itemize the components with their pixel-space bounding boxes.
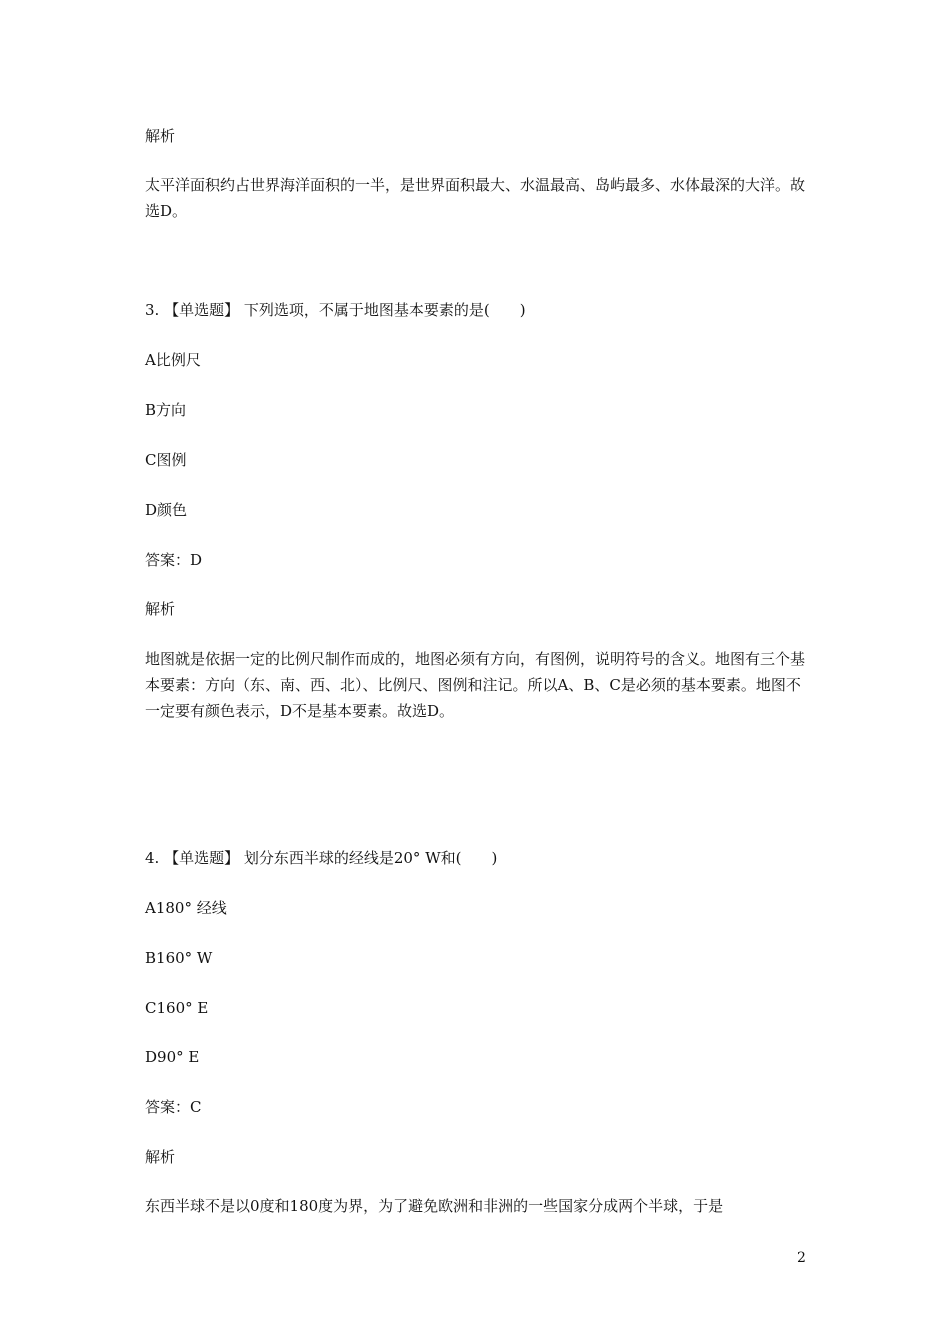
q4-option-c: C160° E (145, 999, 209, 1017)
q4-option-a: A180° 经线 (145, 899, 227, 917)
q3-option-d: D颜色 (145, 501, 188, 519)
q4-explanation-label: 解析 (145, 1148, 176, 1166)
q4-option-d: D90° E (145, 1048, 200, 1066)
q3-answer: 答案：D (145, 551, 203, 569)
q3-option-b: B方向 (145, 401, 187, 419)
q3-option-a: A比例尺 (145, 351, 201, 369)
q4-answer: 答案：C (145, 1098, 202, 1116)
q2-explanation-label: 解析 (145, 127, 176, 145)
q3-option-c: C图例 (145, 451, 187, 469)
q3-stem: 3. 【单选题】 下列选项，不属于地图基本要素的是( ) (145, 301, 526, 319)
q3-explanation-label: 解析 (145, 600, 176, 618)
q3-explanation-text: 地图就是依据一定的比例尺制作而成的，地图必须有方向，有图例，说明符号的含义。地图有三个基本要素：方向（东、南、西、北）、比例尺、图例和注记。所以A、B、C是必须的基本要素。地图不一定要有颜色表示，D不是基本要素。故选D。 (145, 650, 806, 720)
q4-explanation-text: 东西半球不是以0度和180度为界，为了避免欧洲和非洲的一些国家分成两个半球，于是 (145, 1197, 724, 1215)
page-number: 2 (797, 1250, 806, 1266)
q2-explanation-text: 太平洋面积约占世界海洋面积的一半，是世界面积最大、水温最高、岛屿最多、水体最深的大洋。故选D。 (145, 176, 806, 220)
q4-stem: 4. 【单选题】 划分东西半球的经线是20° W和( ) (145, 849, 498, 867)
q4-option-b: B160° W (145, 949, 213, 967)
